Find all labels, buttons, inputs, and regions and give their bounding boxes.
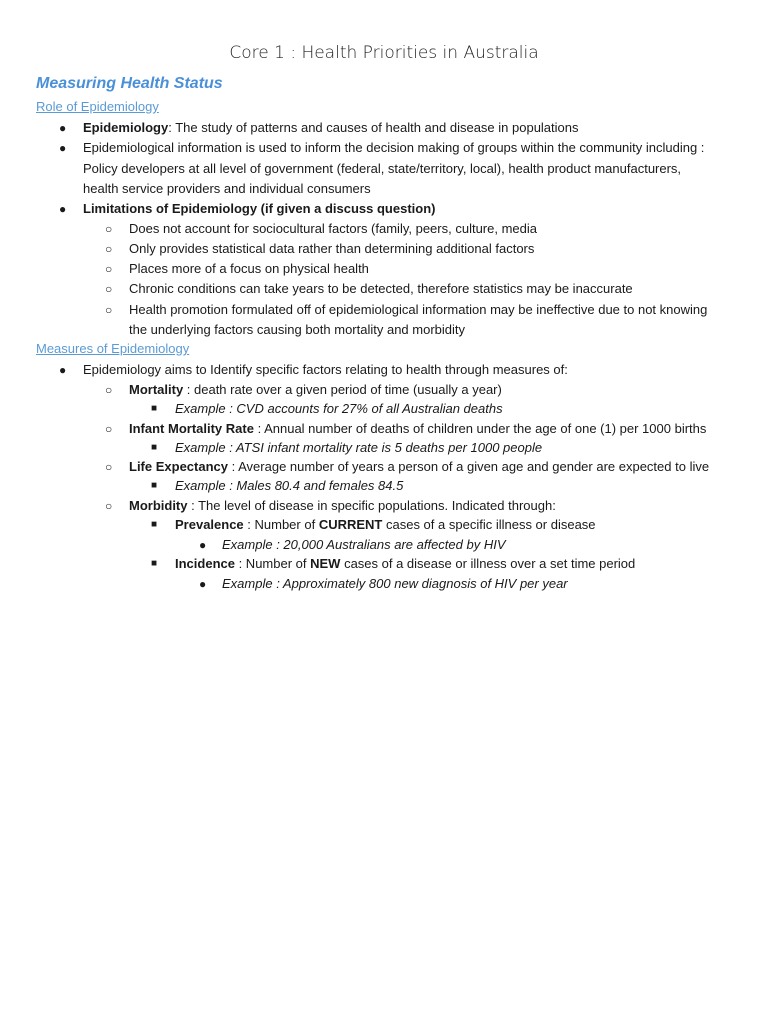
prevalence-term: Prevalence — [175, 517, 244, 532]
circle-bullet: ○ — [105, 242, 113, 256]
mortality-text: : death rate over a given period of time (usually a year) — [183, 382, 502, 397]
circle-bullet: ○ — [105, 383, 113, 397]
square-bullet: ■ — [151, 519, 158, 530]
mortality-term: Mortality — [129, 382, 184, 397]
section-heading: Measuring Health Status — [36, 75, 223, 92]
life-expectancy-line — [129, 457, 709, 477]
infant-mortality-text: : Annual number of deaths of children under the age of one (1) per 1000 births — [253, 421, 707, 436]
info-line-1: Epidemiological information is used to inform the decision making of groups within the community including : — [83, 140, 705, 155]
disc-bullet: ● — [59, 363, 67, 377]
morbidity-text: : The level of disease in specific populations. Indicated through: — [187, 498, 556, 513]
limitation-item: Does not account for sociocultural factors (family, peers, culture, media — [129, 221, 537, 236]
circle-bullet: ○ — [105, 282, 113, 296]
circle-bullet: ○ — [105, 262, 113, 276]
page-title: Core 1 : Health Priorities in Australia — [229, 43, 539, 63]
limitations-heading: Limitations of Epidemiology (if given a discuss question) — [83, 201, 436, 216]
limitation-item: Chronic conditions can take years to be detected, therefore statistics may be inaccurate — [129, 281, 633, 296]
definition-line — [83, 118, 579, 138]
life-expectancy-text: : Average number of years a person of a given age and gender are expected to live — [228, 459, 710, 474]
disc-bullet: ● — [59, 141, 67, 155]
incidence-emphasis: NEW — [310, 556, 341, 571]
circle-bullet: ○ — [105, 499, 113, 513]
prevalence-text-a: : Number of — [243, 517, 319, 532]
disc-bullet: ● — [59, 202, 67, 216]
incidence-text-a: : Number of — [234, 556, 311, 571]
square-bullet: ■ — [151, 442, 158, 453]
incidence-text-b: cases of a disease or illness over a set time period — [340, 556, 636, 571]
measures-of-epidemiology-link[interactable]: Measures of Epidemiology — [36, 341, 190, 356]
square-bullet: ■ — [151, 558, 158, 569]
life-expectancy-term: Life Expectancy — [129, 459, 228, 474]
definition-text: : The study of patterns and causes of health and disease in populations — [168, 120, 579, 135]
disc-bullet: ● — [199, 538, 207, 552]
circle-bullet: ○ — [105, 222, 113, 236]
role-of-epidemiology-link[interactable]: Role of Epidemiology — [36, 99, 159, 114]
morbidity-line — [129, 496, 556, 516]
circle-bullet: ○ — [105, 303, 113, 317]
limitation-item: Places more of a focus on physical health — [129, 261, 369, 276]
mortality-example: Example : CVD accounts for 27% of all Australian deaths — [175, 401, 503, 416]
life-expectancy-example: Example : Males 80.4 and females 84.5 — [175, 478, 404, 493]
mortality-line — [129, 380, 502, 400]
info-line-2: Policy developers at all level of government (federal, state/territory, local), health product manufacturers, — [83, 161, 682, 176]
square-bullet: ■ — [151, 480, 158, 491]
incidence-term: Incidence — [175, 556, 235, 571]
prevalence-emphasis: CURRENT — [318, 517, 383, 532]
disc-bullet: ● — [59, 121, 67, 135]
info-line-3: health service providers and individual consumers — [83, 181, 371, 196]
prevalence-text-b: cases of a specific illness or disease — [382, 517, 596, 532]
morbidity-term: Morbidity — [129, 498, 188, 513]
prevalence-line — [175, 515, 596, 535]
prevalence-example: Example : 20,000 Australians are affected by HIV — [222, 537, 506, 552]
square-bullet: ■ — [151, 403, 158, 414]
infant-mortality-example: Example : ATSI infant mortality rate is 5 deaths per 1000 people — [175, 440, 543, 455]
limitation-item-continued: the underlying factors causing both mortality and morbidity — [129, 322, 466, 337]
definition-term: Epidemiology — [83, 120, 169, 135]
limitation-item: Health promotion formulated off of epidemiological information may be ineffective due to not knowing — [129, 302, 708, 317]
circle-bullet: ○ — [105, 422, 113, 436]
incidence-example: Example : Approximately 800 new diagnosis of HIV per year — [222, 576, 568, 591]
limitation-item: Only provides statistical data rather than determining additional factors — [129, 241, 535, 256]
disc-bullet: ● — [199, 577, 207, 591]
incidence-line — [175, 554, 635, 574]
infant-mortality-term: Infant Mortality Rate — [129, 421, 254, 436]
infant-mortality-line — [129, 419, 706, 439]
measures-intro: Epidemiology aims to Identify specific factors relating to health through measures of: — [83, 362, 568, 377]
circle-bullet: ○ — [105, 460, 113, 474]
